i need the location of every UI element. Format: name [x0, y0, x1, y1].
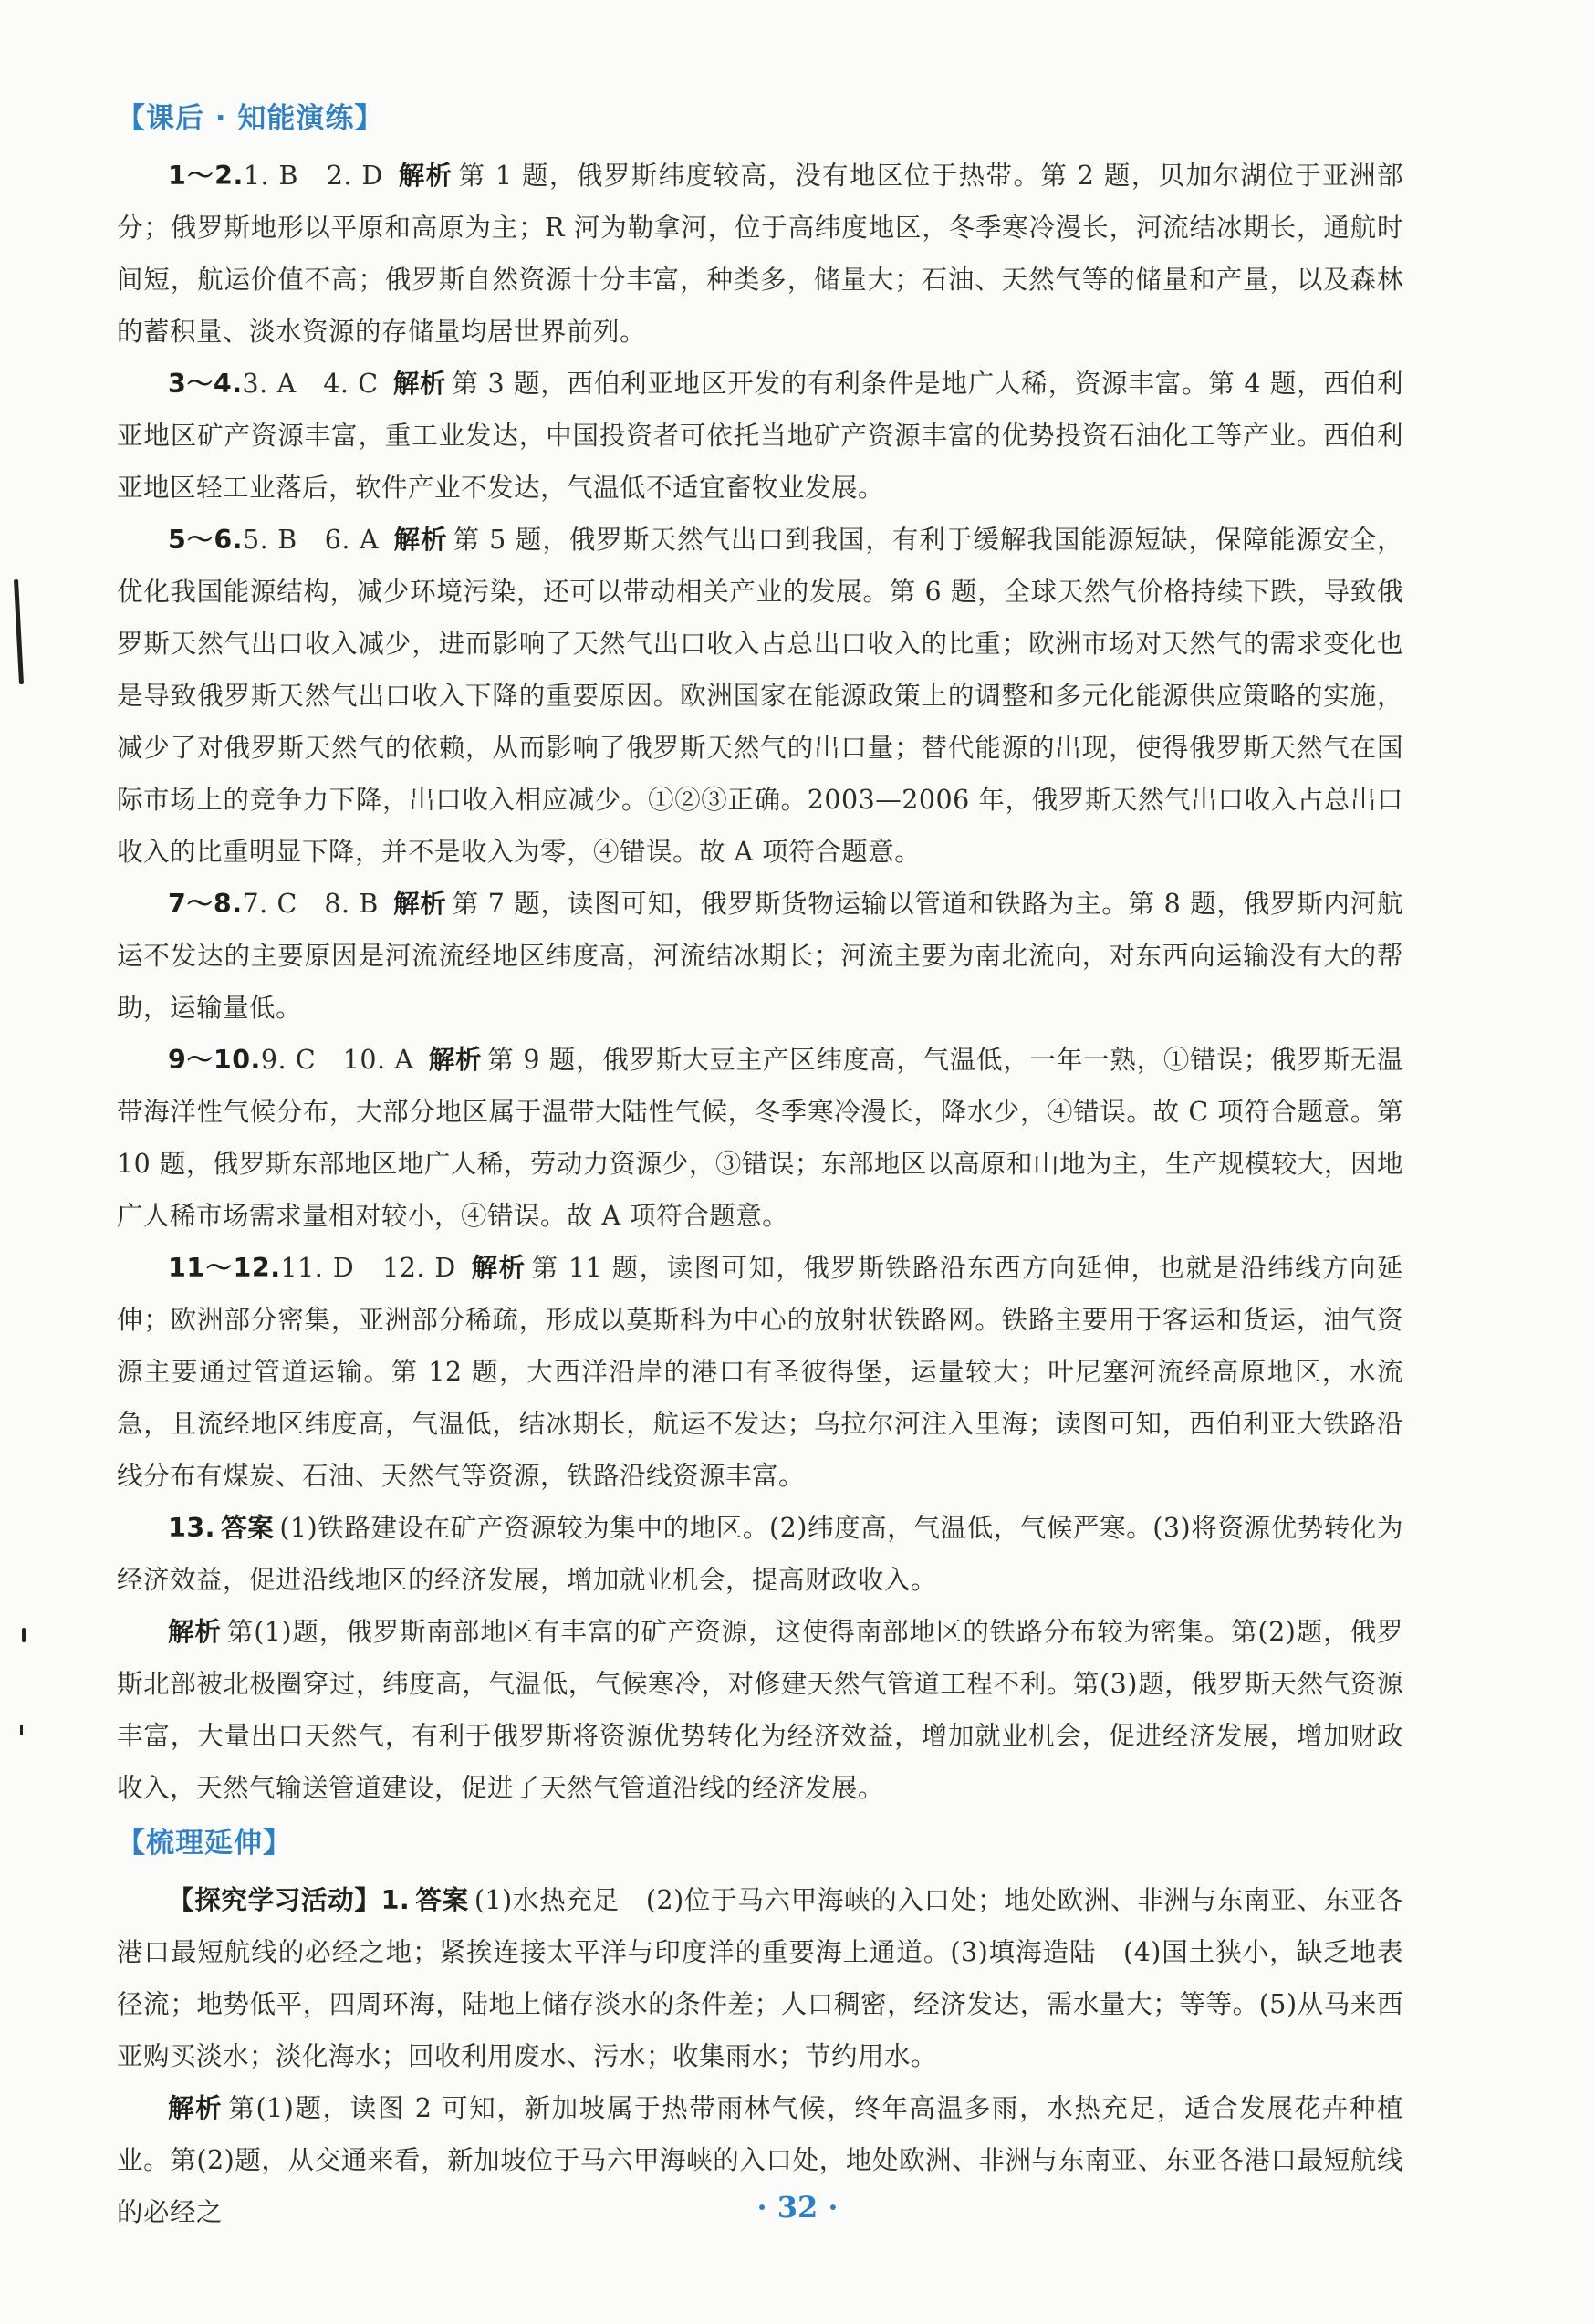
analysis-text: 第(1)题，读图 2 可知，新加坡属于热带雨林气候，终年高温多雨，水热充足，适合发展花卉种植业。第(2)题，从交通来看，新加坡位于马六甲海峡的入口处，地处欧洲、非洲与东南亚、东亚各港口最短航线的必经之	[117, 2093, 1403, 2227]
page-content	[117, 91, 1403, 2238]
analysis-label: 解析	[428, 1045, 483, 1075]
analysis-text: 第 5 题，俄罗斯天然气出口到我国，有利于缓解我国能源短缺，保障能源安全，优化我国能源结构，减少环境污染，还可以带动相关产业的发展。第 6 题，全球天然气价格持续下跌，导致俄罗斯天然气出口收入减少，进而影响了天然气出口收入占总出口收入的比重；欧洲市场对天然气的需求变化也是导致俄罗斯天然气出口收入下降的重要原因。欧洲国家在能源政策上的调整和多元化能源供应策略的实施，减少了对俄罗斯天然气的依赖，从而影响了俄罗斯天然气的出口量；替代能源的出现，使得俄罗斯天然气在国际市场上的竞争力下降，出口收入相应减少。①②③正确。2003—2006 年，俄罗斯天然气出口收入占总出口收入的比重明显下降，并不是收入为零，④错误。故 A 项符合题意。	[117, 525, 1403, 867]
analysis-label: 解析	[470, 1253, 526, 1283]
analysis-text: 第 9 题，俄罗斯大豆主产区纬度高，气温低，一年一熟，①错误；俄罗斯无温带海洋性气候分布，大部分地区属于温带大陆性气候，冬季寒冷漫长，降水少，④错误。故 C 项符合题意。第 10 题，俄罗斯东部地区地广人稀，劳动力资源少，③错误；东部地区以高原和山地为主，生产规模较大，因地广人稀市场需求量相对较小，④错误。故 A 项符合题意。	[117, 1045, 1403, 1231]
analysis-label: 解析	[392, 369, 447, 399]
section-title-extension: 【梳理延伸】	[117, 1827, 292, 1860]
answer-keys: 1. B 2. D	[243, 161, 383, 191]
question-number: 5～6.	[168, 525, 243, 555]
margin-pen-mark	[14, 579, 24, 684]
answer-keys: 11. D 12. D	[280, 1253, 456, 1283]
margin-pen-mark	[22, 1628, 26, 1642]
activity-label: 【探究学习活动】	[168, 1885, 381, 1915]
analysis-label: 解析	[392, 889, 447, 919]
answer-entry-13	[117, 1502, 1403, 1606]
answer-label: 答案	[221, 1513, 275, 1543]
margin-pen-mark	[20, 1725, 23, 1735]
answer-entry	[117, 358, 1403, 514]
page-number: · 32 ·	[756, 2190, 839, 2225]
question-number: 1～2.	[168, 161, 244, 191]
question-number: 3～4.	[168, 369, 243, 399]
analysis-label: 解析	[168, 2093, 224, 2123]
answer-label: 答案	[415, 1885, 469, 1915]
analysis-entry-13	[117, 1606, 1403, 1814]
analysis-text: 第(1)题，俄罗斯南部地区有丰富的矿产资源，这使得南部地区的铁路分布较为密集。第(2)题，俄罗斯北部被北极圈穿过，纬度高，气温低，气候寒冷，对修建天然气管道工程不利。第(3)题，俄罗斯天然气资源丰富，大量出口天然气，有利于俄罗斯将资源优势转化为经济效益，增加就业机会，促进经济发展，增加财政收入，天然气输送管道建设，促进了天然气管道沿线的经济发展。	[117, 1617, 1403, 1803]
answer-entry	[117, 150, 1403, 358]
answer-keys: 9. C 10. A	[260, 1045, 414, 1075]
answer-entry	[117, 514, 1403, 878]
analysis-label: 解析	[393, 525, 448, 555]
analysis-label: 解析	[168, 1617, 222, 1647]
section-title-practice: 【课后 · 知能演练】	[117, 102, 384, 135]
analysis-text: 第 11 题，读图可知，俄罗斯铁路沿东西方向延伸，也就是沿纬线方向延伸；欧洲部分密集，亚洲部分稀疏，形成以莫斯科为中心的放射状铁路网。铁路主要用于客运和货运，油气资源主要通过管道运输。第 12 题，大西洋沿岸的港口有圣彼得堡，运量较大；叶尼塞河流经高原地区，水流急，且流经地区纬度高，气温低，结冰期长，航运不发达；乌拉尔河注入里海；读图可知，西伯利亚大铁路沿线分布有煤炭、石油、天然气等资源，铁路沿线资源丰富。	[117, 1253, 1403, 1491]
question-number: 1.	[381, 1885, 411, 1915]
question-number: 7～8.	[168, 889, 243, 919]
activity-answer	[117, 1874, 1403, 2082]
answer-entry	[117, 1034, 1403, 1242]
analysis-text: 第 3 题，西伯利亚地区开发的有利条件是地广人稀，资源丰富。第 4 题，西伯利亚地区矿产资源丰富，重工业发达，中国投资者可依托当地矿产资源丰富的优势投资石油化工等产业。西伯利亚地区轻工业落后，软件产业不发达，气温低不适宜畜牧业发展。	[117, 369, 1403, 503]
answer-keys: 7. C 8. B	[242, 889, 379, 919]
answer-text: (1)铁路建设在矿产资源较为集中的地区。(2)纬度高，气温低，气候严寒。(3)将资源优势转化为经济效益，促进沿线地区的经济发展，增加就业机会，提高财政收入。	[117, 1513, 1403, 1595]
analysis-text: 第 1 题，俄罗斯纬度较高，没有地区位于热带。第 2 题，贝加尔湖位于亚洲部分；俄罗斯地形以平原和高原为主；R 河为勒拿河，位于高纬度地区，冬季寒冷漫长，河流结冰期长，通航时间短，航运价值不高；俄罗斯自然资源十分丰富，种类多，储量大；石油、天然气等的储量和产量，以及森林的蓄积量、淡水资源的存储量均居世界前列。	[117, 161, 1403, 347]
answer-text: (1)水热充足 (2)位于马六甲海峡的入口处；地处欧洲、非洲与东南亚、东亚各港口最短航线的必经之地；紧挨连接太平洋与印度洋的重要海上通道。(3)填海造陆 (4)国土狭小，缺乏地表径流；地势低平，四周环海，陆地上储存淡水的条件差；人口稠密，经济发达，需水量大；等等。(5)从马来西亚购买淡水；淡化海水；回收利用废水、污水；收集雨水；节约用水。	[117, 1885, 1403, 2071]
analysis-text: 第 7 题，读图可知，俄罗斯货物运输以管道和铁路为主。第 8 题，俄罗斯内河航运不发达的主要原因是河流流经地区纬度高，河流结冰期长；河流主要为南北流向，对东西向运输没有大的帮助，运输量低。	[117, 889, 1403, 1023]
answer-keys: 3. A 4. C	[242, 369, 379, 399]
question-number: 9～10.	[168, 1045, 261, 1075]
answer-keys: 5. B 6. A	[243, 525, 380, 555]
analysis-label: 解析	[397, 161, 453, 191]
question-number: 11～12.	[168, 1253, 281, 1283]
question-number: 13.	[168, 1513, 215, 1543]
answer-entry	[117, 878, 1403, 1034]
answer-entry	[117, 1242, 1403, 1502]
